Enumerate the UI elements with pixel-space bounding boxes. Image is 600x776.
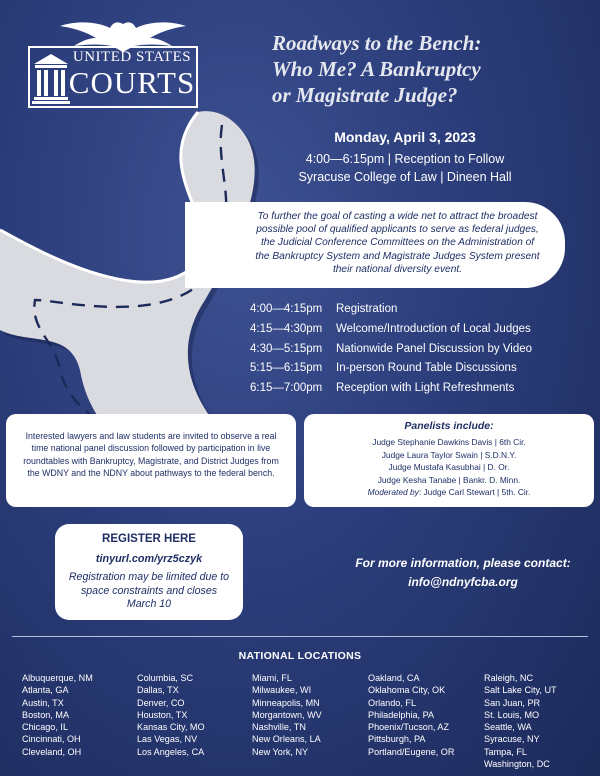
register-link[interactable]: tinyurl.com/yrz5czyk <box>95 553 203 565</box>
schedule-row <box>250 343 590 363</box>
location-item: New Orleans, LA <box>252 734 321 745</box>
locations-column <box>137 672 205 758</box>
event-venue: Syracuse College of Law | Dineen Hall <box>298 170 512 184</box>
location-item: Chicago, IL <box>22 722 69 733</box>
panelists-list <box>304 436 594 499</box>
panelist-item: Judge Laura Taylor Swain | S.D.N.Y. <box>381 449 517 460</box>
schedule-time: 6:15—7:00pm <box>250 382 323 395</box>
location-item: Raleigh, NC <box>484 673 534 683</box>
moderator-name: : Judge Carl Stewart | 5th. Cir. <box>418 487 531 498</box>
location-item: Minneapolis, MN <box>252 697 320 708</box>
location-item: Austin, TX <box>22 697 64 708</box>
location-item: Portland/Eugene, OR <box>368 746 455 757</box>
schedule-item: Nationwide Panel Discussion by Video <box>336 342 533 355</box>
schedule-row <box>250 323 590 343</box>
logo-text-courts: COURTS <box>68 65 196 100</box>
location-item: Cincinnati, OH <box>22 734 81 745</box>
schedule <box>250 303 590 402</box>
contact-heading: For more information, please contact: <box>355 556 571 570</box>
location-item: Phoenix/Tucson, AZ <box>368 722 450 733</box>
schedule-row <box>250 362 590 382</box>
location-item: Washington, DC <box>484 759 550 770</box>
title-line-3: or Magistrate Judge? <box>272 83 458 107</box>
location-item: Oklahoma City, OK <box>368 685 446 696</box>
location-item: Albuquerque, NM <box>22 673 93 683</box>
panelists-heading: Panelists include: <box>404 420 494 432</box>
location-item: Boston, MA <box>22 709 70 720</box>
location-item: Pittsburgh, PA <box>368 734 426 745</box>
location-item: Houston, TX <box>137 709 188 720</box>
intro-text: To further the goal of casting a wide net to attract the broadest possible pool of qualified applicants to serve as federal judges, the Judicial Conference Committees on the Administration of the Bankruptcy System and Magistrate Judges System present their national diversity event. <box>255 211 540 275</box>
location-item: Las Vegas, NV <box>137 734 198 745</box>
contact-email-link[interactable]: info@ndnyfcba.org <box>408 575 518 589</box>
title-line-1: Roadways to the Bench: <box>272 31 482 55</box>
schedule-time: 4:30—5:15pm <box>250 342 323 355</box>
locations-heading: NATIONAL LOCATIONS <box>238 650 362 662</box>
location-item: Cleveland, OH <box>22 746 82 757</box>
location-item: Columbia, SC <box>137 673 194 683</box>
logo-text-united-states: UNITED STATES <box>72 49 192 65</box>
schedule-item: Reception with Light Refreshments <box>336 382 515 395</box>
schedule-item: Welcome/Introduction of Local Judges <box>336 322 531 335</box>
location-item: Salt Lake City, UT <box>484 685 557 696</box>
panelist-item: Judge Stephanie Dawkins Davis | 6th Cir. <box>372 437 526 447</box>
moderator-label: Moderated by <box>367 487 419 498</box>
schedule-item: Registration <box>336 303 398 315</box>
locations-column <box>484 672 557 770</box>
schedule-time: 4:15—4:30pm <box>250 322 323 335</box>
location-item: Los Angeles, CA <box>137 746 205 757</box>
location-item: New York, NY <box>252 746 309 757</box>
event-title <box>272 30 582 108</box>
panelist-item: Judge Mustafa Kasubhai | D. Or. <box>388 462 510 473</box>
schedule-row <box>250 382 590 402</box>
courthouse-icon <box>32 52 70 104</box>
location-item: Atlanta, GA <box>22 685 69 696</box>
schedule-time: 4:00—4:15pm <box>250 303 323 315</box>
register-box <box>55 524 243 620</box>
location-item: Kansas City, MO <box>137 722 205 733</box>
section-divider <box>12 636 588 637</box>
location-item: Miami, FL <box>252 673 292 683</box>
location-item: Seattle, WA <box>484 722 532 733</box>
locations-column <box>252 672 322 758</box>
schedule-item: In-person Round Table Discussions <box>336 362 517 375</box>
location-item: Milwaukee, WI <box>252 685 312 696</box>
us-courts-logo <box>28 18 200 110</box>
location-item: Nashville, TN <box>252 722 306 733</box>
invitation-text: Interested lawyers and law students are invited to observe a real time national panel discussion followed by participation in live roundtables with Bankruptcy, Magistrate, and District Judges from the WDNY and the NDNY about pathways to the federal bench. <box>23 431 279 479</box>
location-item: Dallas, TX <box>137 685 179 696</box>
register-heading: REGISTER HERE <box>102 533 196 545</box>
location-item: Orlando, FL <box>368 697 417 708</box>
locations-column <box>22 672 93 758</box>
location-item: San Juan, PR <box>484 697 541 708</box>
panelists-box <box>304 414 594 507</box>
schedule-row <box>250 303 590 323</box>
locations-column <box>368 672 454 758</box>
panelist-item: Judge Kesha Tanabe | Bankr. D. Minn. <box>377 474 521 485</box>
invitation-box <box>6 414 296 507</box>
location-item: Syracuse, NY <box>484 734 540 745</box>
register-note: Registration may be limited due to space constraints and closes March 10 <box>68 571 230 610</box>
location-item: Philadelphia, PA <box>368 709 435 720</box>
location-item: Tampa, FL <box>484 746 527 757</box>
location-item: Morgantown, WV <box>252 709 322 720</box>
title-line-2: Who Me? A Bankruptcy <box>272 57 481 81</box>
location-item: Denver, CO <box>137 697 185 708</box>
schedule-time: 5:15—6:15pm <box>250 362 323 375</box>
location-item: Oakland, CA <box>368 673 420 683</box>
moderator-line <box>304 486 594 499</box>
location-item: St. Louis, MO <box>484 709 540 720</box>
event-time: 4:00—6:15pm | Reception to Follow <box>305 152 505 166</box>
event-date: Monday, April 3, 2023 <box>334 129 476 145</box>
